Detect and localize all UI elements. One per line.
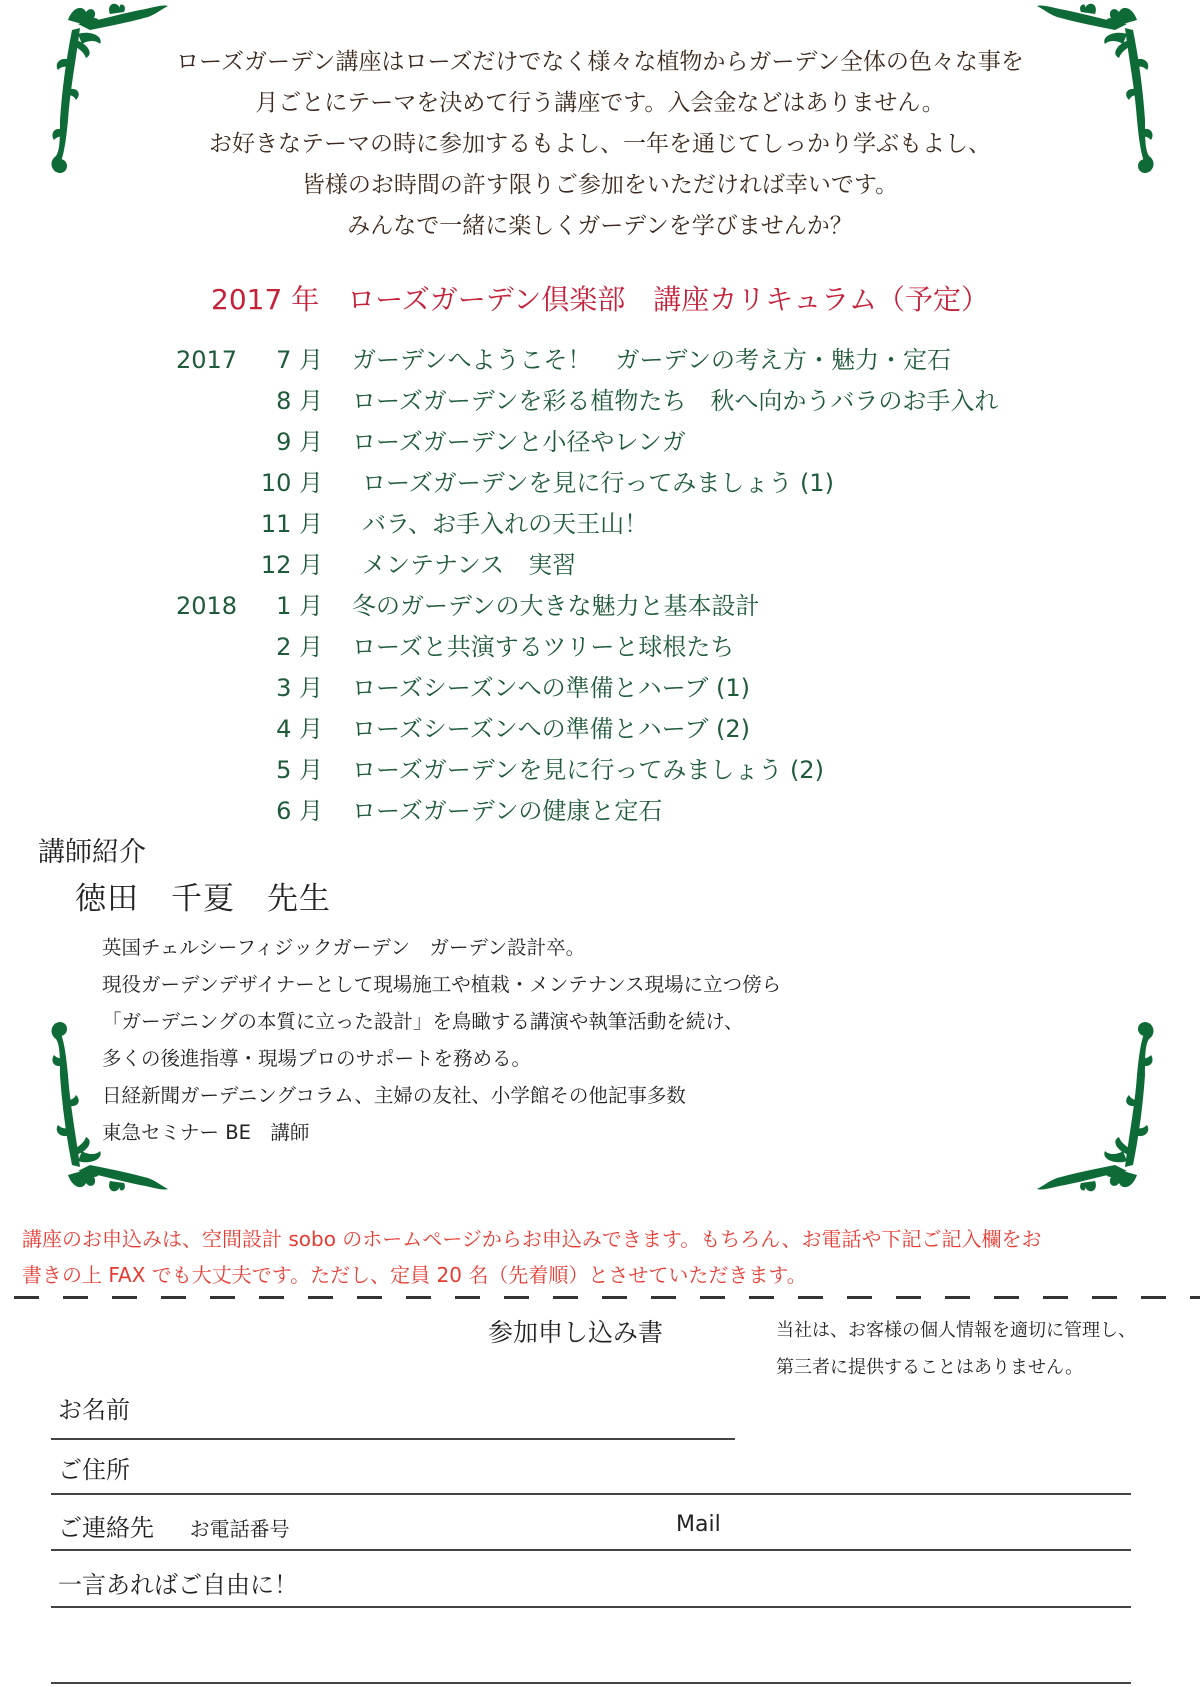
- curriculum-topic: ローズガーデンの健康と定石: [352, 797, 663, 825]
- form-title: 参加申し込み書: [488, 1318, 664, 1347]
- bio-line: 多くの後進指導・現場プロのサポートを務める。: [102, 1047, 532, 1070]
- curriculum-topic: ガーデンへようこそ！ ガーデンの考え方・魅力・定石: [352, 346, 952, 374]
- bio-line: 「ガーデニングの本質に立った設計」を鳥瞰する講演や執筆活動を続け、: [102, 1010, 744, 1033]
- bio-line: 日経新聞ガーデニングコラム、主婦の友社、小学館その他記事多数: [102, 1084, 686, 1107]
- curriculum-month: 2 月: [276, 633, 323, 661]
- intro-paragraph: [0, 42, 1200, 247]
- curriculum-row: [0, 381, 1200, 422]
- curriculum-month: 6 月: [276, 797, 323, 825]
- comment-field-line-1[interactable]: [51, 1606, 1131, 1608]
- name-field-label: お名前: [58, 1396, 130, 1424]
- curriculum-row: [0, 750, 1200, 791]
- curriculum-month: 11 月: [260, 510, 323, 538]
- curriculum-month: 12 月: [260, 551, 323, 579]
- notice-line: 書きの上 FAX でも大丈夫です。ただし、定員 20 名（先着順）とさせていただきます。: [22, 1263, 807, 1287]
- contact-label: ご連絡先: [58, 1514, 154, 1542]
- curriculum-month: 10 月: [260, 469, 323, 497]
- intro-line: お好きなテーマの時に参加するもよし、一年を通じてしっかり学ぶもよし、: [209, 131, 991, 157]
- privacy-line: 第三者に提供することはありません。: [776, 1357, 1084, 1378]
- mail-label: Mail: [676, 1512, 721, 1537]
- curriculum-month: 5 月: [276, 756, 323, 784]
- privacy-line: 当社は、お客様の個人情報を適切に管理し、: [776, 1320, 1136, 1341]
- notice-line: 講座のお申込みは、空間設計 sobo のホームページからお申込みできます。もちろん、お電話や下記ご記入欄をお: [22, 1227, 1042, 1251]
- curriculum-topic: 冬のガーデンの大きな魅力と基本設計: [352, 592, 760, 620]
- application-notice: [22, 1221, 1042, 1293]
- lecturer-heading: 講師紹介: [38, 837, 146, 868]
- contact-field-label: [58, 1508, 290, 1543]
- lecturer-name: 徳田 千夏 先生: [75, 881, 331, 917]
- bio-line: 東急セミナー BE 講師: [102, 1121, 310, 1144]
- bio-line: 現役ガーデンデザイナーとして現場施工や植栽・メンテナンス現場に立つ傍ら: [102, 973, 782, 996]
- comment-field-line-2[interactable]: [51, 1682, 1131, 1684]
- curriculum-month: 1 月: [276, 592, 323, 620]
- corner-ornament-bottom-right-icon: [1035, 1015, 1185, 1195]
- curriculum-topic: ローズシーズンへの準備とハーブ (2): [352, 715, 751, 743]
- intro-line: 皆様のお時間の許す限りご参加をいただければ幸いです。: [301, 172, 899, 198]
- intro-line: 月ごとにテーマを決めて行う講座です。入会金などはありません。: [255, 90, 945, 116]
- curriculum-month: 7 月: [276, 346, 323, 374]
- lecturer-bio: [102, 929, 781, 1151]
- curriculum-topic: メンテナンス 実習: [362, 551, 577, 579]
- curriculum-row: [0, 791, 1200, 832]
- curriculum-topic: ローズと共演するツリーと球根たち: [352, 633, 735, 661]
- bio-line: 英国チェルシーフィジックガーデン ガーデン設計卒。: [102, 936, 586, 959]
- curriculum-row: [0, 709, 1200, 750]
- curriculum-row: [0, 586, 1200, 627]
- phone-label: お電話番号: [189, 1517, 290, 1541]
- curriculum-row: [0, 627, 1200, 668]
- intro-line: みんなで一緒に楽しくガーデンを学びませんか？: [347, 213, 853, 239]
- name-field-line[interactable]: [51, 1438, 735, 1440]
- address-field-label: ご住所: [58, 1456, 130, 1484]
- curriculum-topic: ローズガーデンと小径やレンガ: [352, 428, 686, 456]
- curriculum-row: [0, 545, 1200, 586]
- curriculum-month: 8 月: [276, 387, 323, 415]
- curriculum-topic: ローズシーズンへの準備とハーブ (1): [352, 674, 751, 702]
- curriculum-title: 2017 年 ローズガーデン倶楽部 講座カリキュラム（予定）: [211, 283, 989, 316]
- curriculum-topic: ローズガーデンを見に行ってみましょう (2): [352, 756, 824, 784]
- dashed-cut-line: [14, 1296, 1200, 1299]
- curriculum-row: [0, 504, 1200, 545]
- curriculum-month: 4 月: [276, 715, 323, 743]
- curriculum-topic: バラ、お手入れの天王山！: [362, 510, 649, 538]
- address-field-line[interactable]: [51, 1493, 1131, 1495]
- privacy-note: [776, 1316, 1136, 1390]
- intro-line: ローズガーデン講座はローズだけでなく様々な植物からガーデン全体の色々な事を: [176, 49, 1024, 75]
- curriculum-row: [0, 422, 1200, 463]
- curriculum-month: 3 月: [276, 674, 323, 702]
- curriculum-row: [0, 463, 1200, 504]
- contact-field-line[interactable]: [51, 1549, 1131, 1551]
- curriculum-year: 2018: [176, 592, 238, 620]
- curriculum-topic: ローズガーデンを彩る植物たち 秋へ向かうバラのお手入れ: [352, 387, 999, 415]
- curriculum-row: [0, 668, 1200, 709]
- curriculum-year: 2017: [176, 346, 238, 374]
- curriculum-month: 9 月: [276, 428, 323, 456]
- curriculum-row: [0, 340, 1200, 381]
- comment-field-label: 一言あればご自由に！: [58, 1571, 298, 1599]
- curriculum-topic: ローズガーデンを見に行ってみましょう (1): [362, 469, 834, 497]
